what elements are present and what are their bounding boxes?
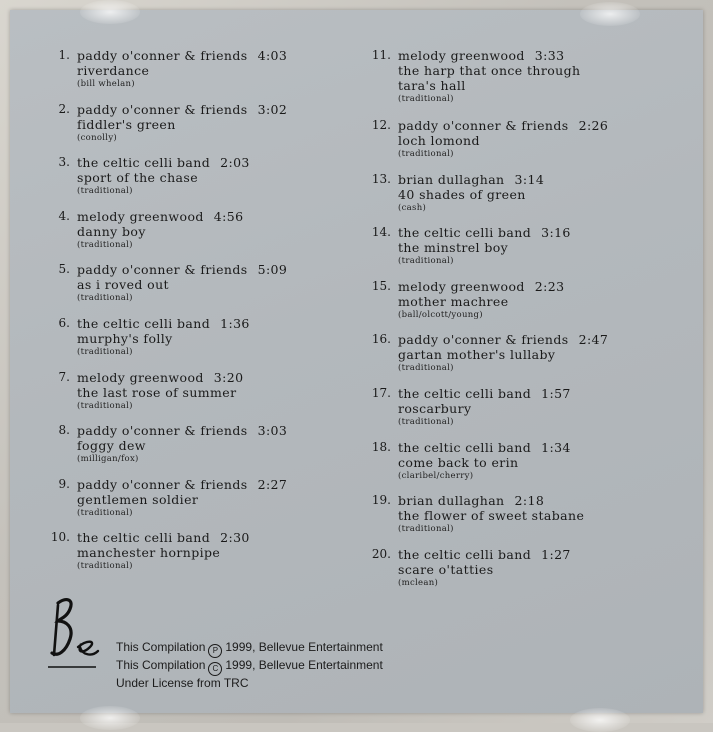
track-header: [398, 386, 571, 401]
track-number: 11.: [371, 48, 391, 62]
track-duration: 1:36: [220, 315, 250, 331]
track-item: [50, 155, 340, 209]
track-artist: the celtic celli band: [398, 439, 532, 455]
track-duration: 3:14: [514, 171, 545, 187]
track-duration: 3:20: [213, 369, 244, 385]
track-header: [77, 48, 287, 63]
track-artist: melody greenwood: [77, 208, 204, 224]
track-title: fiddler's green: [77, 116, 176, 132]
track-artist: brian dullaghan: [398, 493, 505, 509]
track-number: 9.: [58, 476, 70, 491]
case-hinge-bottom-right: [570, 708, 630, 732]
track-header: [77, 370, 243, 385]
track-item: [371, 547, 671, 601]
track-artist: brian dullaghan: [398, 171, 505, 187]
track-artist: paddy o'conner & friends: [77, 423, 248, 439]
track-duration: 1:57: [541, 385, 571, 401]
track-duration: 1:27: [541, 546, 571, 562]
track-artist: melody greenwood: [77, 369, 204, 385]
track-title: riverdance: [77, 63, 150, 78]
track-artist: the celtic celli band: [398, 546, 532, 562]
track-item: [371, 225, 671, 279]
track-title: 40 shades of green: [398, 186, 526, 202]
track-title: the harp that once through: [398, 63, 581, 78]
track-header: [398, 225, 571, 240]
track-item: [50, 477, 340, 531]
track-artist: melody greenwood: [398, 278, 525, 294]
track-duration: 4:56: [213, 208, 244, 224]
copyright-credits: [116, 640, 383, 690]
track-number: 16.: [371, 332, 391, 347]
track-number: 20.: [371, 546, 391, 561]
track-duration: 3:03: [257, 423, 288, 439]
track-header: [398, 440, 571, 455]
track-header: [77, 209, 243, 224]
track-duration: 2:30: [220, 530, 250, 546]
track-header: [398, 493, 544, 508]
track-header: [77, 530, 250, 545]
track-credit: (traditional): [77, 561, 133, 572]
track-artist: the celtic celli band: [77, 315, 211, 331]
track-credit: (traditional): [398, 94, 454, 104]
track-number: 2.: [58, 101, 70, 116]
track-title: sport of the chase: [77, 170, 198, 186]
credit-prefix: This Compilation: [116, 658, 206, 672]
track-header: [77, 155, 250, 170]
track-title: come back to erin: [398, 454, 519, 470]
track-artist: paddy o'conner & friends: [77, 476, 248, 492]
track-artist: the celtic celli band: [398, 225, 532, 241]
case-hinge-bottom-left: [80, 706, 140, 730]
track-title: murphy's folly: [77, 330, 173, 346]
track-artist: paddy o'conner & friends: [398, 118, 569, 133]
track-item: [50, 209, 340, 263]
track-header: [398, 332, 608, 347]
track-item: [50, 530, 340, 584]
track-title: the minstrel boy: [398, 240, 509, 256]
track-header: [77, 316, 250, 331]
track-duration: 2:18: [514, 493, 545, 509]
track-title: mother machree: [398, 293, 509, 309]
track-duration: 4:03: [257, 48, 288, 63]
track-number: 15.: [371, 278, 391, 293]
credit-line-copyright: [116, 658, 383, 676]
track-artist: the celtic celli band: [398, 385, 532, 401]
track-duration: 1:34: [541, 439, 571, 455]
copyright-symbol: C: [208, 662, 222, 676]
tracklist-right: [371, 48, 671, 600]
track-number: 1.: [58, 48, 70, 62]
track-duration: 2:47: [578, 332, 609, 348]
track-artist: paddy o'conner & friends: [398, 332, 569, 348]
track-credit: (conolly): [77, 132, 118, 143]
track-header: [398, 48, 564, 63]
credit-suffix: 1999, Bellevue Entertainment: [225, 640, 383, 654]
track-title: foggy dew: [77, 438, 146, 454]
track-header: [77, 477, 287, 492]
track-number: 18.: [371, 439, 391, 454]
track-title: manchester hornpipe: [77, 545, 221, 561]
track-item: [50, 102, 340, 156]
track-title: scare o'tatties: [398, 561, 494, 577]
track-credit: (traditional): [77, 346, 133, 357]
track-credit: (traditional): [398, 416, 454, 427]
track-item: [371, 386, 671, 440]
track-credit: (milligan/fox): [77, 454, 139, 465]
track-duration: 5:09: [257, 262, 288, 278]
track-header: [77, 102, 287, 117]
case-hinge-top-right: [580, 2, 640, 26]
track-title: roscarbury: [398, 400, 472, 416]
track-artist: paddy o'conner & friends: [77, 101, 248, 117]
track-duration: 2:23: [534, 278, 565, 294]
track-header: [77, 262, 287, 277]
phonogram-symbol: P: [208, 644, 222, 658]
track-credit: (cash): [398, 202, 427, 213]
track-duration: 2:03: [220, 155, 250, 171]
credit-prefix: This Compilation: [116, 640, 206, 654]
track-number: 12.: [371, 118, 391, 132]
track-credit: (traditional): [77, 507, 133, 518]
track-artist: the celtic celli band: [77, 155, 211, 171]
credit-suffix: 1999, Bellevue Entertainment: [225, 658, 383, 672]
track-item: [50, 370, 340, 424]
track-title: the flower of sweet stabane: [398, 508, 585, 524]
track-number: 3.: [58, 155, 70, 170]
track-credit: (traditional): [398, 363, 454, 374]
track-item: [371, 279, 671, 333]
track-duration: 3:16: [541, 225, 571, 241]
track-title: gartan mother's lullaby: [398, 347, 556, 363]
track-title: gentlemen soldier: [77, 491, 199, 507]
track-title: danny boy: [77, 223, 146, 239]
track-item: [50, 423, 340, 477]
track-duration: 2:26: [578, 118, 609, 133]
track-credit: (traditional): [77, 239, 133, 250]
track-item: [371, 48, 671, 118]
track-item: [371, 440, 671, 494]
track-artist: paddy o'conner & friends: [77, 262, 248, 278]
tracklist-left: [50, 48, 340, 584]
track-number: 4.: [58, 208, 70, 223]
track-credit: (traditional): [398, 149, 454, 159]
track-header: [398, 118, 608, 133]
track-number: 5.: [58, 262, 70, 277]
track-item: [371, 332, 671, 386]
track-item: [50, 48, 340, 102]
track-credit: (traditional): [77, 400, 133, 411]
track-header: [398, 547, 571, 562]
track-credit: (mclean): [398, 577, 439, 588]
track-title: loch lomond: [398, 133, 480, 148]
track-number: 13.: [371, 171, 391, 186]
track-credit: (traditional): [77, 293, 133, 304]
track-number: 8.: [58, 423, 70, 438]
track-item: [371, 172, 671, 226]
track-title: the last rose of summer: [77, 384, 237, 400]
track-artist: melody greenwood: [398, 48, 525, 63]
track-credit: (ball/olcott/young): [398, 309, 483, 320]
track-header: [77, 423, 287, 438]
track-number: 6.: [58, 315, 70, 330]
track-credit: (claribel/cherry): [398, 470, 474, 481]
track-credit: (bill whelan): [77, 79, 135, 89]
case-hinge-top-left: [80, 0, 140, 24]
track-item: [371, 493, 671, 547]
track-number: 10.: [50, 530, 70, 545]
track-item: [371, 118, 671, 172]
track-number: 17.: [371, 385, 391, 400]
track-number: 7.: [58, 369, 70, 384]
track-number: 14.: [371, 225, 391, 240]
credit-line-license: Under License from TRC: [116, 676, 249, 690]
track-credit: (traditional): [77, 186, 133, 197]
track-artist: paddy o'conner & friends: [77, 48, 248, 63]
track-credit: (traditional): [398, 256, 454, 267]
track-title-cont: tara's hall: [398, 78, 466, 93]
track-credit: (traditional): [398, 524, 454, 535]
bellevue-logo: [44, 595, 102, 675]
track-artist: the celtic celli band: [77, 530, 211, 546]
credit-line-phonogram: [116, 640, 383, 658]
track-item: [50, 316, 340, 370]
track-title: as i roved out: [77, 277, 169, 293]
track-duration: 3:33: [534, 48, 565, 63]
track-header: [398, 279, 564, 294]
track-header: [398, 172, 544, 187]
track-duration: 2:27: [257, 476, 288, 492]
track-item: [50, 262, 340, 316]
track-duration: 3:02: [257, 101, 288, 117]
track-number: 19.: [371, 493, 391, 508]
